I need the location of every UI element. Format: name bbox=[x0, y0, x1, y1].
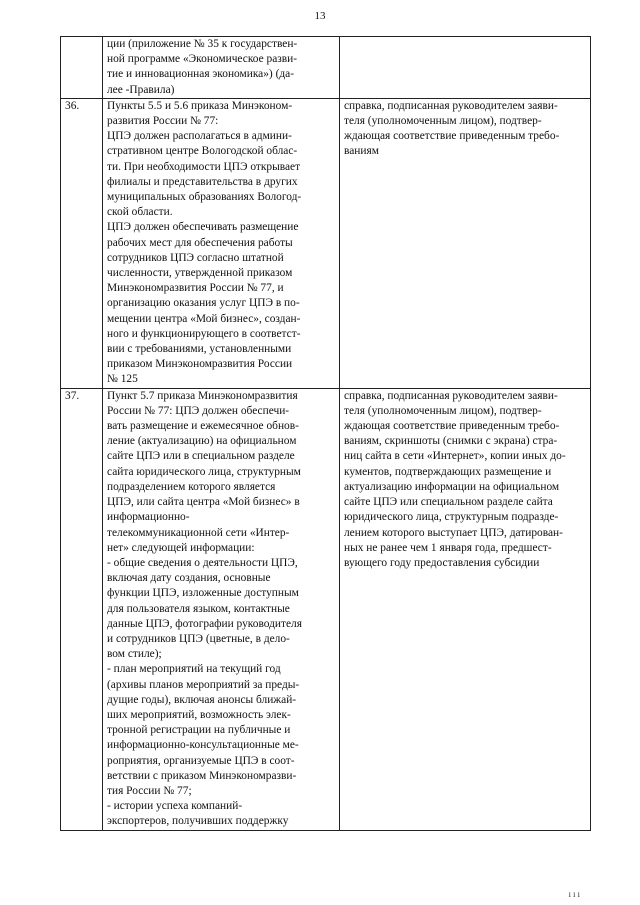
requirement-line: ших мероприятий, возможность элек- bbox=[107, 708, 291, 721]
requirement-line: подразделением которого является bbox=[107, 480, 276, 493]
document-cell bbox=[340, 98, 591, 388]
requirement-line: тия России № 77; bbox=[107, 784, 192, 797]
requirement-line: и сотрудников ЦПЭ (цветные, в дело- bbox=[107, 632, 290, 645]
requirement-line: ти. При необходимости ЦПЭ открывает bbox=[107, 160, 301, 173]
document-line: ных не ранее чем 1 января года, предшест- bbox=[344, 541, 552, 554]
requirement-line: России № 77: ЦПЭ должен обеспечи- bbox=[107, 404, 290, 417]
requirement-line: для пользователя языком, контактные bbox=[107, 602, 290, 615]
requirement-line: сотрудников ЦПЭ согласно штатной bbox=[107, 251, 284, 264]
row-number-cell: 36. bbox=[61, 98, 103, 388]
requirement-line: развития России № 77: bbox=[107, 115, 219, 128]
requirement-line: Пункты 5.5 и 5.6 приказа Минэконом- bbox=[107, 99, 293, 112]
document-line: теля (уполномоченным лицом), подтвер- bbox=[344, 404, 542, 417]
requirement-line: вии с требованиями, установленными bbox=[107, 343, 292, 356]
requirement-line: ской области. bbox=[107, 206, 173, 219]
document-cell bbox=[340, 37, 591, 99]
document-line: ваниям bbox=[344, 145, 379, 158]
requirement-line: лее -Правила) bbox=[107, 83, 175, 96]
requirement-line: - истории успеха компаний- bbox=[107, 800, 243, 813]
requirement-line: информационно-консультационные ме- bbox=[107, 739, 299, 752]
requirement-line: включая дату создания, основные bbox=[107, 572, 271, 585]
document-line: кументов, подтверждающих размещение и bbox=[344, 465, 552, 478]
requirement-line: ЦПЭ, или сайта центра «Мой бизнес» в bbox=[107, 496, 300, 509]
document-line: ждающая соответствие приведенным требо- bbox=[344, 420, 560, 433]
document-line: ниц сайта в сети «Интернет», копии иных до- bbox=[344, 450, 566, 463]
requirement-line: тронной регистрации на публичные и bbox=[107, 724, 291, 737]
document-line: ждающая соответствие приведенным требо- bbox=[344, 130, 560, 143]
document-line: сайте ЦПЭ или специальном разделе сайта bbox=[344, 496, 553, 509]
document-cell bbox=[340, 388, 591, 830]
table-row bbox=[61, 388, 591, 830]
requirement-line: ной программе «Экономическое разви- bbox=[107, 53, 298, 66]
requirement-line: ЦПЭ должен располагаться в админи- bbox=[107, 130, 292, 143]
requirements-table bbox=[60, 36, 591, 831]
footer-mark: ııı bbox=[568, 889, 582, 899]
requirement-line: рабочих мест для обеспечения работы bbox=[107, 236, 293, 249]
table-row bbox=[61, 37, 591, 99]
document-line: справка, подписанная руководителем заяви- bbox=[344, 99, 558, 112]
requirement-line: численности, утвержденной приказом bbox=[107, 267, 293, 280]
requirement-line: информационно- bbox=[107, 511, 190, 524]
table-body bbox=[61, 37, 591, 831]
row-number-cell: 37. bbox=[61, 388, 103, 830]
document-line: вующего году предоставления субсидии bbox=[344, 556, 540, 569]
requirement-line: сайта юридического лица, структурным bbox=[107, 465, 301, 478]
requirement-line: телекоммуникационной сети «Интер- bbox=[107, 526, 290, 539]
requirement-line: нет» следующей информации: bbox=[107, 541, 255, 554]
requirement-line: данные ЦПЭ, фотографии руководителя bbox=[107, 617, 302, 630]
requirement-cell bbox=[103, 98, 340, 388]
requirement-line: вать размещение и ежемесячное обнов- bbox=[107, 420, 299, 433]
requirement-line: ции (приложение № 35 к государствен- bbox=[107, 38, 298, 50]
requirement-line: экспортеров, получивших поддержку bbox=[107, 815, 289, 828]
requirement-line: ЦПЭ должен обеспечивать размещение bbox=[107, 221, 299, 234]
requirement-line: ление (актуализацию) на официальном bbox=[107, 435, 297, 448]
requirement-line: № 125 bbox=[107, 373, 138, 386]
requirement-line: Пункт 5.7 приказа Минэкономразвития bbox=[107, 389, 298, 402]
requirement-cell bbox=[103, 388, 340, 830]
requirement-line: ного и функционирующего в соответст- bbox=[107, 327, 301, 340]
requirement-line: тие и инновационная экономика») (да- bbox=[107, 68, 295, 81]
requirement-line: приказом Минэкономразвития России bbox=[107, 358, 293, 371]
requirement-line: дущие годы), включая анонсы ближай- bbox=[107, 693, 297, 706]
document-line: ваниям, скриншоты (снимки с экрана) стра- bbox=[344, 435, 558, 448]
requirement-line: муниципальных образованиях Вологод- bbox=[107, 191, 302, 204]
requirement-line: сайте ЦПЭ или в специальном разделе bbox=[107, 450, 295, 463]
requirement-line: организацию оказания услуг ЦПЭ в по- bbox=[107, 297, 300, 310]
requirement-line: функции ЦПЭ, изложенные доступным bbox=[107, 587, 299, 600]
requirement-line: ветствии с приказом Минэкономразви- bbox=[107, 769, 297, 782]
document-line: теля (уполномоченным лицом), подтвер- bbox=[344, 115, 542, 128]
requirement-line: роприятия, организуемые ЦПЭ в соот- bbox=[107, 754, 295, 767]
row-number-cell bbox=[61, 37, 103, 99]
requirement-line: - план мероприятий на текущий год bbox=[107, 663, 281, 676]
requirement-line: Минэкономразвития России № 77, и bbox=[107, 282, 284, 295]
requirement-line: вом стиле); bbox=[107, 648, 162, 661]
requirement-line: - общие сведения о деятельности ЦПЭ, bbox=[107, 556, 298, 569]
table-row bbox=[61, 98, 591, 388]
document-line: лением которого выступает ЦПЭ, датирован- bbox=[344, 526, 563, 539]
document-line: справка, подписанная руководителем заяви- bbox=[344, 389, 558, 402]
document-line: юридического лица, структурным подразде- bbox=[344, 511, 559, 524]
requirement-cell bbox=[103, 37, 340, 99]
requirement-line: филиалы и представительства в других bbox=[107, 175, 298, 188]
page-number: 13 bbox=[314, 10, 326, 22]
requirement-line: (архивы планов мероприятий за преды- bbox=[107, 678, 300, 691]
requirement-line: стративном центре Вологодской облас- bbox=[107, 145, 298, 158]
document-line: актуализацию информации на официальном bbox=[344, 480, 560, 493]
requirement-line: мещении центра «Мой бизнес», создан- bbox=[107, 312, 301, 325]
